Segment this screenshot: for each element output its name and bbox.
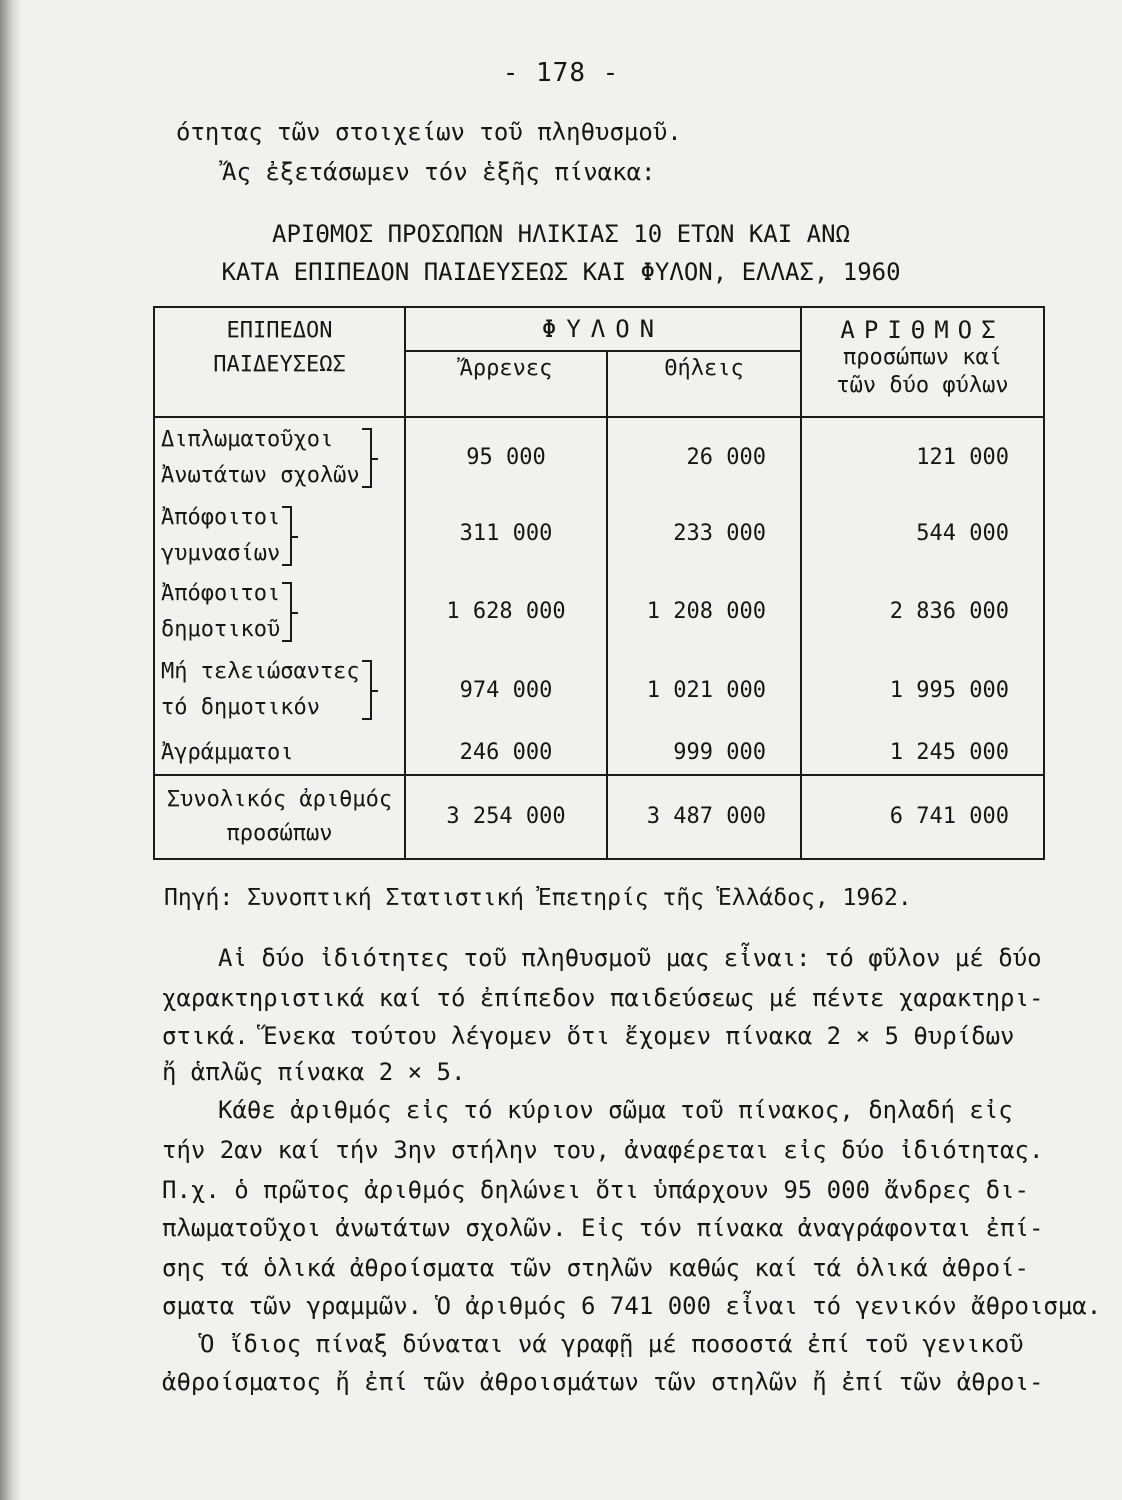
header-total-line-2: προσώπων καί: [843, 345, 1002, 370]
paragraph-2-line-8: ἀθροίσματος ἤ ἐπί τῶν ἀθροισμάτων τῶν στηλῶν ἤ ἐπί τῶν ἀθροι-: [162, 1368, 1044, 1396]
intro-line-1: ότητας τῶν στοιχείων τοῦ πληθυσμοῦ.: [176, 118, 682, 146]
row-label-line-2: Ἀνωτάτων σχολῶν: [161, 463, 360, 489]
table-source: Πηγή: Συνοπτική Στατιστική Ἐπετηρίς τῆς Ἑλλάδος, 1962.: [164, 885, 912, 911]
row-label-line-1: Ἀπόφοιτοι: [161, 580, 281, 606]
cell-male: 246 000: [405, 731, 607, 775]
paragraph-1-line-4: ἤ ἁπλῶς πίνακα 2 × 5.: [162, 1058, 466, 1086]
paragraph-2-line-1: Κάθε ἀριθμός εἰς τό κύριον σῶμα τοῦ πίνακος, δηλαδή εἰς: [218, 1096, 1013, 1124]
header-total-line-1: ΑΡΙΘΜΟΣ: [840, 316, 1005, 344]
table-row: [154, 572, 1044, 650]
paragraph-2-line-7: Ὁ ἴδιος πίναξ δύναται νά γραφῇ μέ ποσοστά ἐπί τοῦ γενικοῦ: [200, 1330, 1024, 1358]
cell-male: 95 000: [405, 417, 607, 495]
row-label: [154, 572, 405, 650]
cell-male: 311 000: [405, 496, 607, 572]
sum-label-line-1: Συνολικός ἀριθμός: [166, 786, 393, 812]
cell-female: 999 000: [607, 731, 801, 775]
cell-female: 1 021 000: [607, 650, 801, 730]
header-sex: ΦΥΛΟΝ: [405, 307, 801, 351]
sum-label-line-2: προσώπων: [226, 820, 333, 846]
brace: [282, 582, 292, 642]
header-level-line-1: ΕΠΙΠΕΔΟΝ: [226, 318, 333, 343]
table-row: [154, 417, 1044, 495]
cell-female: 1 208 000: [607, 572, 801, 650]
paragraph-1-line-2: χαρακτηριστικά καί τό ἐπίπεδον παιδεύσεως μέ πέντε χαρακτηρι-: [162, 984, 1044, 1012]
cell-female: 26 000: [607, 417, 801, 495]
brace: [362, 428, 372, 488]
table-row: [154, 650, 1044, 730]
cell-total: 2 836 000: [801, 572, 1044, 650]
table-title-line-1: ΑΡΙΘΜΟΣ ΠΡΟΣΩΠΩΝ ΗΛΙΚΙΑΣ 10 ΕΤΩΝ ΚΑΙ ΑΝΩ: [272, 220, 850, 248]
paragraph-1-line-1: Αἱ δύο ἰδιότητες τοῦ πληθυσμοῦ μας εἶναι: τό φῦλον μέ δύο: [218, 944, 1042, 972]
table-row: [154, 496, 1044, 572]
paragraph-1-line-3: στικά. Ἕνεκα τούτου λέγομεν ὅτι ἔχομεν πίνακα 2 × 5 θυρίδων: [162, 1022, 1015, 1050]
row-label-line-1: Ἀπόφοιτοι: [161, 504, 281, 530]
header-total: [801, 307, 1044, 417]
row-label-line-1: Ἀγράμματοι: [161, 739, 294, 765]
row-label-line-1: Διπλωματοῦχοι: [161, 427, 334, 453]
brace: [362, 660, 372, 720]
sum-female: 3 487 000: [607, 775, 801, 859]
cell-total: 1 995 000: [801, 650, 1044, 730]
sum-total: 6 741 000: [801, 775, 1044, 859]
row-label: [154, 496, 405, 572]
table-row: [154, 731, 1044, 775]
table-title-line-2: ΚΑΤΑ ΕΠΙΠΕΔΟΝ ΠΑΙΔΕΥΣΕΩΣ ΚΑΙ ΦΥΛΟΝ, ΕΛΛΑΣ, 1960: [221, 258, 901, 286]
paragraph-2-line-6: σματα τῶν γραμμῶν. Ὁ ἀριθμός 6 741 000 εἶναι τό γενικόν ἄθροισμα.: [162, 1292, 1102, 1320]
paragraph-2-line-2: τήν 2αν καί τήν 3ην στήλην του, ἀναφέρεται εἰς δύο ἰδιότητας.: [162, 1136, 1044, 1164]
intro-line-2: Ἄς ἐξετάσωμεν τόν ἑξῆς πίνακα:: [222, 158, 656, 186]
row-label: [154, 731, 405, 775]
sum-label: [154, 775, 405, 859]
paragraph-2-line-4: πλωματοῦχοι ἀνωτάτων σχολῶν. Εἰς τόν πίνακα ἀναγράφονται ἐπί-: [162, 1214, 1044, 1242]
table-sum-row: [154, 775, 1044, 859]
cell-total: 1 245 000: [801, 731, 1044, 775]
education-sex-table: [153, 306, 1045, 860]
cell-male: 1 628 000: [405, 572, 607, 650]
cell-total: 121 000: [801, 417, 1044, 495]
row-label-line-1: Μή τελειώσαντες: [161, 659, 360, 685]
row-label-line-2: δημοτικοῦ: [161, 616, 281, 642]
cell-total: 544 000: [801, 496, 1044, 572]
page-number: - 178 -: [502, 58, 620, 88]
header-female: Θήλεις: [607, 351, 801, 417]
cell-male: 974 000: [405, 650, 607, 730]
cell-female: 233 000: [607, 496, 801, 572]
header-level: [154, 307, 405, 417]
row-label: [154, 417, 405, 495]
paragraph-2-line-3: Π.χ. ὁ πρῶτος ἀριθμός δηλώνει ὅτι ὑπάρχουν 95 000 ἄνδρες δι-: [162, 1176, 1029, 1204]
header-male: Ἄρρενες: [405, 351, 607, 417]
brace: [282, 506, 292, 566]
header-level-line-2: ΠΑΙΔΕΥΣΕΩΣ: [213, 352, 346, 377]
row-label-line-2: τό δημοτικόν: [161, 695, 320, 721]
paragraph-2-line-5: σης τά ὁλικά ἀθροίσματα τῶν στηλῶν καθώς καί τά ὁλικά ἀθροί-: [162, 1254, 1029, 1282]
row-label: [154, 650, 405, 730]
header-total-line-3: τῶν δύο φύλων: [836, 373, 1009, 398]
sum-male: 3 254 000: [405, 775, 607, 859]
row-label-line-2: γυμνασίων: [161, 540, 281, 566]
